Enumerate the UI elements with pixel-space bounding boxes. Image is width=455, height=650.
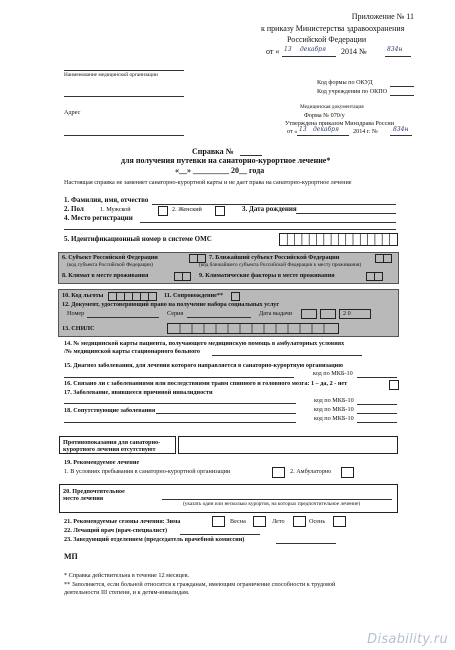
certificate-title: Справка № (192, 147, 234, 156)
field-doctor: 22. Лечащий врач (врач-специалист) (64, 527, 168, 534)
footnote-validity: * Справка действительна в течение 12 месяцев. (64, 572, 190, 579)
certificate-subtitle: для получения путевки на санаторно-курортное лечение* (121, 156, 331, 165)
field-birth-date: 3. Дата рождения (242, 205, 297, 213)
treatment-outpatient-checkbox[interactable] (341, 467, 354, 478)
field-full-name: 1. Фамилия, имя, отчество (64, 196, 149, 204)
field-climate-factors: 9. Климатические факторы в месте проживания (199, 272, 335, 279)
field-registration: 4. Место регистрации (64, 214, 133, 222)
contraindications-box: Противопоказания для санаторно-курортного лечения отсутствуют (59, 436, 176, 454)
field-climate: 8. Климат в месте проживания (62, 272, 149, 279)
field-head: 23. Заведующий отделением (председатель врачебной комиссии) (64, 536, 245, 543)
sex-female-label: 2. Женский (172, 206, 202, 213)
treatment-inpatient-checkbox[interactable] (272, 467, 285, 478)
appendix-title: Приложение № 11 (351, 12, 414, 21)
med-doc-label: Медицинская документация (300, 104, 364, 110)
disclaimer-note: Настоящая справка не заменяет санаторно-курортной карты и не дает права на санаторно-курортное лечение (64, 179, 352, 186)
footnote-escort: ** Заполняется, если больной относится к гражданам, имеющим ограничение способности к трудовой (64, 581, 336, 588)
stamp-placeholder: МП (64, 552, 78, 561)
field-recommended-treatment: 19. Рекомендуемое лечение (64, 459, 140, 466)
field-spinal: 16. Связано ли с заболеваниями или последствиями травм спинного и головного мозга: 1 – да, 2 - нет (64, 380, 348, 387)
spinal-answer-box[interactable] (389, 380, 399, 390)
escort-box[interactable] (231, 292, 240, 301)
sex-male-checkbox[interactable] (158, 206, 168, 216)
field-diagnosis: 15. Диагноз заболевания, для лечения которого направляется в санаторно-курортную организацию (64, 362, 343, 369)
form-number: Форма № 070/у (304, 112, 345, 119)
org-name-line (64, 70, 184, 71)
field-escort: 11. Сопровождение** (164, 292, 224, 299)
federation-line: Российской Федерации (287, 35, 367, 44)
org-name-label: Наименование медицинской организации (64, 72, 158, 78)
field-disability-cause: 17. Заболевание, явившееся причиной инвалидности (64, 389, 213, 396)
season-summer-checkbox[interactable] (293, 516, 306, 527)
watermark-logo: Disability.ru (367, 632, 448, 647)
season-winter-checkbox[interactable] (212, 516, 225, 527)
field-concomitant: 18. Сопутствующие заболевания (64, 407, 156, 414)
season-autumn-checkbox[interactable] (333, 516, 346, 527)
grey-block-region: 6. Субъект Российской Федерации (код субъекта Российской Федерации) 7. Ближайший субъект Российской Федерации (код ближайшего субъекта Российской Федерации к месту проживания) 8. Климат в месте проживания 9. Климатические факторы в месте проживания (58, 252, 399, 284)
oms-number-cells[interactable] (279, 233, 398, 246)
contraindications-sign-box[interactable] (178, 436, 398, 454)
field-medical-card: 14. № медицинской карты пациента, получающего медицинскую помощь в амбулаторных условиях (64, 340, 345, 347)
okpo-label: Код учреждения по ОКПО (317, 88, 388, 95)
okud-label: Код формы по ОКУД (317, 79, 373, 86)
handwritten-month: декабря (300, 46, 326, 53)
season-spring-checkbox[interactable] (253, 516, 266, 527)
registration-line[interactable] (140, 222, 396, 223)
field-sex: 2. Пол (64, 205, 84, 213)
handwritten-order-number: 834н (387, 46, 403, 53)
snils-cells[interactable] (167, 323, 339, 334)
field-document: 12. Документ, удостоверяющий право на получение набора социальных услуг (62, 301, 280, 308)
grey-block-benefits: 10. Код льготы 11. Сопровождение** 12. Документ, удостоверяющий право на получение набора социальных услуг Номер Серия Дата выдачи . . 2 0 13. СНИЛС (58, 289, 399, 337)
order-line: к приказу Министерства здравоохранения (261, 24, 405, 33)
certificate-date: «__» _________ 20__ года (175, 166, 265, 175)
field-oms-number: 5. Идентификационный номер в системе ОМС (64, 235, 212, 243)
sex-male-label: 1. Мужской (100, 206, 131, 213)
address-label: Адрес (64, 109, 81, 116)
handwritten-day: 13 (284, 46, 292, 53)
field-benefit-code: 10. Код льготы (62, 292, 104, 299)
field-subject: 6. Субъект Российской Федерации (62, 254, 158, 261)
field-snils: 13. СНИЛС (62, 325, 95, 332)
field-nearest-subject: 7. Ближайший субъект Российской Федерации (209, 254, 340, 261)
birth-date-line[interactable] (296, 213, 396, 214)
sex-female-checkbox[interactable] (215, 206, 225, 216)
approved-line: Утверждена приказом Минздрава России (285, 120, 395, 127)
preferred-place-box[interactable]: 20. Предпочтительное место лечения (указать один или несколько курортов, на которых предпочтительное лечение) (59, 484, 398, 513)
field-seasons: 21. Рекомендуемые сезоны лечения: Зима (64, 518, 181, 525)
